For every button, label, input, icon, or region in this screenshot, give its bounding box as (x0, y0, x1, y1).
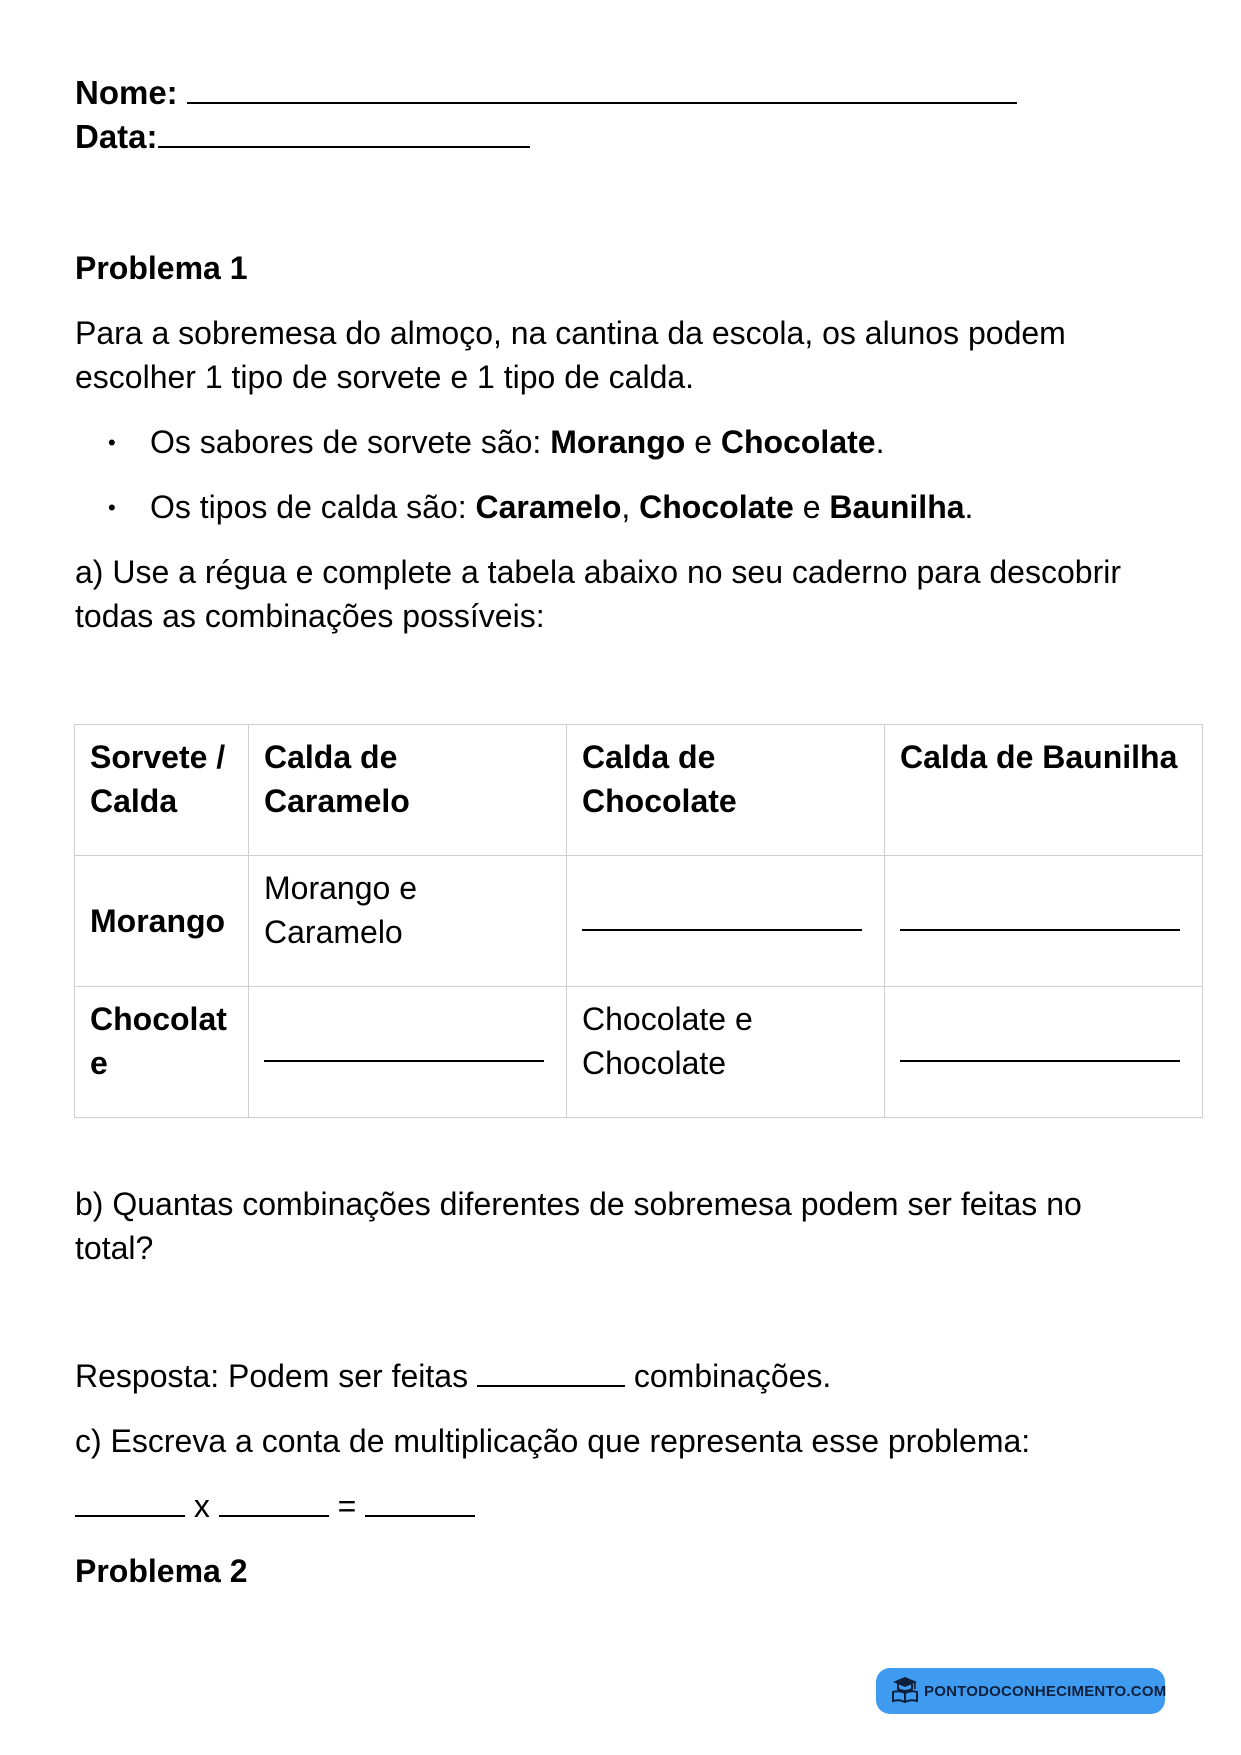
table-header-row (75, 725, 1203, 856)
logo-text: PONTODOCONHECIMENTO.COM (924, 1682, 1167, 1700)
table-row (75, 856, 1203, 987)
nome-field (75, 74, 1017, 112)
factor-1-blank[interactable] (75, 1515, 185, 1517)
header-cell-caramelo: Calda de Caramelo (249, 725, 567, 856)
equals-sign: = (337, 1488, 357, 1524)
nome-label: Nome: (75, 74, 178, 111)
question-b-line-1: b) Quantas combinações diferentes de sobremesa podem ser feitas no (75, 1186, 1082, 1222)
cell-chocolate-chocolate: Chocolate e Chocolate (567, 987, 885, 1118)
answer-blank[interactable] (582, 929, 862, 931)
data-label: Data: (75, 118, 158, 155)
multiplication-equation (75, 1484, 1175, 1528)
resposta: Resposta: Podem ser feitas combinações. (75, 1358, 832, 1394)
question-a-line-2: todas as combinações possíveis: (75, 598, 545, 634)
cell-morango-chocolate[interactable] (567, 856, 885, 987)
bullet-calda: • Os tipos de calda são: Caramelo, Chocolate e Baunilha. (108, 485, 973, 532)
question-a-line-1: a) Use a régua e complete a tabela abaixo no seu caderno para descobrir (75, 554, 1121, 590)
answer-blank[interactable] (264, 1060, 544, 1062)
header-cell-sorvete-calda: Sorvete / Calda (75, 725, 249, 856)
data-field (75, 118, 530, 156)
resposta-blank[interactable] (477, 1385, 625, 1387)
header-cell-baunilha: Calda de Baunilha (885, 725, 1203, 856)
cell-chocolate-baunilha[interactable] (885, 987, 1203, 1118)
problema-1-title: Problema 1 (75, 250, 248, 286)
table-row (75, 987, 1203, 1118)
row-label-chocolate: Chocolate (75, 987, 249, 1118)
nome-blank[interactable] (187, 102, 1017, 104)
problema-2-title: Problema 2 (75, 1553, 248, 1589)
combinations-table (74, 724, 1203, 1118)
graduation-book-icon (890, 1674, 920, 1709)
times-sign: x (193, 1488, 210, 1524)
answer-blank[interactable] (900, 1060, 1180, 1062)
intro-line-1: Para a sobremesa do almoço, na cantina da escola, os alunos podem (75, 315, 1066, 351)
question-b-line-2: total? (75, 1230, 154, 1266)
site-logo-badge (876, 1668, 1165, 1714)
bullet-dot: • (108, 429, 116, 455)
intro-line-2: escolher 1 tipo de sorvete e 1 tipo de calda. (75, 359, 695, 395)
cell-morango-baunilha[interactable] (885, 856, 1203, 987)
factor-2-blank[interactable] (219, 1515, 329, 1517)
row-label-morango: Morango (75, 856, 249, 987)
cell-chocolate-caramelo[interactable] (249, 987, 567, 1118)
answer-blank[interactable] (900, 929, 1180, 931)
data-blank[interactable] (158, 146, 530, 148)
result-blank[interactable] (365, 1515, 475, 1517)
bullet-dot: • (108, 494, 116, 520)
question-c: c) Escreva a conta de multiplicação que representa esse problema: (75, 1423, 1031, 1459)
cell-morango-caramelo: Morango e Caramelo (249, 856, 567, 987)
bullet-sorvete: • Os sabores de sorvete são: Morango e Chocolate. (108, 420, 884, 467)
header-cell-chocolate: Calda de Chocolate (567, 725, 885, 856)
